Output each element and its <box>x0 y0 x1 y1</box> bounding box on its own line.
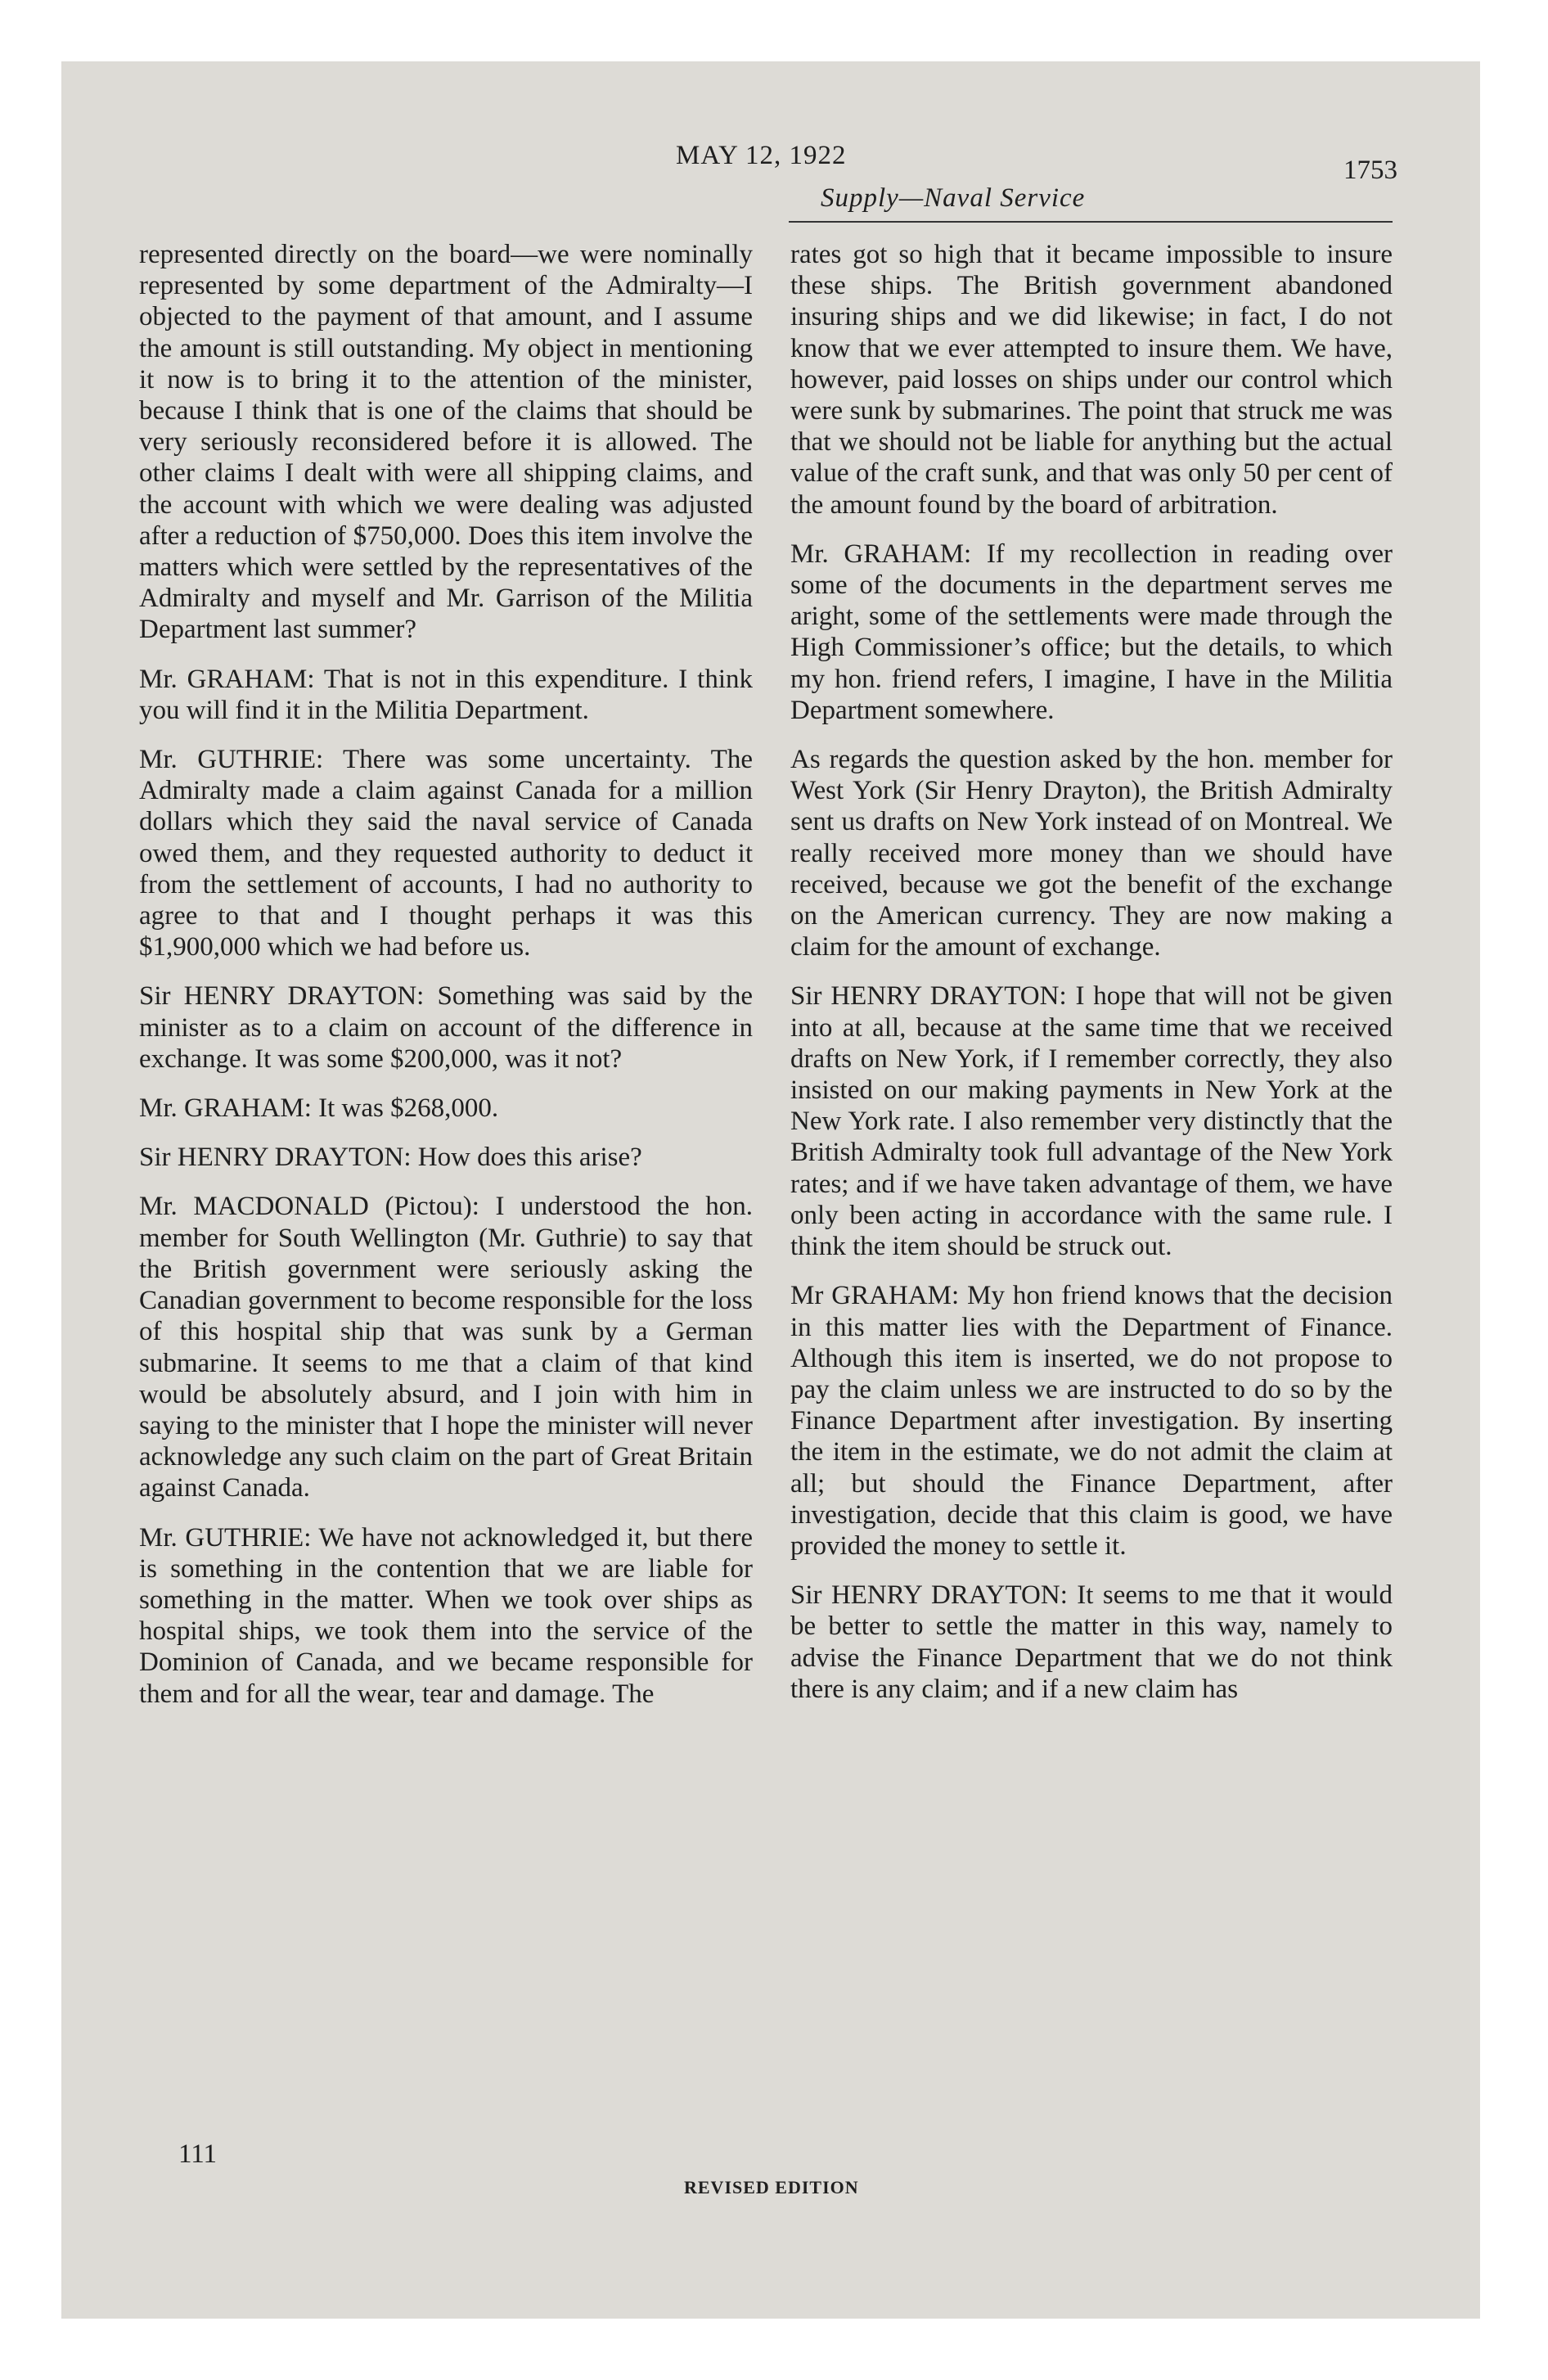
header-date: MAY 12, 1922 <box>676 141 847 170</box>
paragraph: Mr. GRAHAM: It was $268,000. <box>139 1093 499 1124</box>
paragraph: Mr. MACDONALD (Pictou): I understood the hon. member for South Wellington (Mr. Guthrie) to say that the British government were seriously asking the Canadian government to become responsible for the loss of this hospital ship that was sunk by a German submarine. It seems to me that a claim of that kind would be absolutely absurd, and I join with him in saying to the minister that I hope the minister will never acknowledge any such claim on the part of Great Britain against Canada. <box>139 1192 753 1503</box>
paragraph: rates got so high that it became impossible to insure these ships. The British government abandoned insuring ships and we did likewise; in fact, I do not know that we ever attempted to insure them. We have, however, paid losses on ships under our control which were sunk by submarines. The point that struck me was that we should not be liable for anything but the actual value of the craft sunk, and that was only 50 per cent of the amount found by the board of arbitration. <box>790 240 1393 520</box>
header-rule <box>789 221 1393 223</box>
paragraph: Mr. GUTHRIE: There was some uncertainty. The Admiralty made a claim against Canada for a million dollars which they said the naval service of Canada owed them, and they requested authority to deduct it from the settlement of accounts, I had no authority to agree to that and I thought perhaps it was this $1,900,000 which we had before us. <box>139 745 753 962</box>
edition-label: REVISED EDITION <box>684 2177 859 2197</box>
paragraph: Mr. GUTHRIE: We have not acknowledged it, but there is something in the contention that we are liable for something in the matter. When we took over ships as hospital ships, we took them into the service of the Dominion of Canada, and we became responsible for them and for all the wear, tear and damage. The <box>139 1522 753 1709</box>
left-column <box>139 239 753 1728</box>
paragraph: Sir HENRY DRAYTON: Something was said by the minister as to a claim on account of the difference in exchange. It was some $200,000, was it not? <box>139 981 753 1074</box>
page-number: 1753 <box>1343 156 1397 185</box>
paragraph: Mr. GRAHAM: If my recollection in reading over some of the documents in the department serves me aright, some of the settlements were made through the High Commissioner’s office; but the details, to which my hon. friend refers, I imagine, I have in the Militia Department somewhere. <box>790 539 1393 725</box>
signature-number: 111 <box>178 2139 218 2169</box>
header-section-title: Supply—Naval Service <box>821 183 1086 213</box>
paragraph: As regards the question asked by the hon. member for West York (Sir Henry Drayton), the British Admiralty sent us drafts on New York instead of on Montreal. We really received more money than we should have received, because we got the benefit of the exchange on the American currency. They are now making a claim for the amount of exchange. <box>790 745 1393 962</box>
paragraph: Sir HENRY DRAYTON: I hope that will not be given into at all, because at the same time that we received drafts on New York, if I remember correctly, they also insisted on our making payments in New York at the New York rate. I also remember very distinctly that the British Admiralty took full advantage of the New York rates; and if we have taken advantage of them, we have only been acting in accordance with the same rule. I think the item should be struck out. <box>790 981 1393 1262</box>
paragraph: Mr. GRAHAM: That is not in this expenditure. I think you will find it in the Militia Department. <box>139 664 753 725</box>
paragraph: Sir HENRY DRAYTON: It seems to me that it would be better to settle the matter in this way, namely to advise the Finance Department that we do not think there is any claim; and if a new claim has <box>790 1580 1393 1704</box>
paragraph: Sir HENRY DRAYTON: How does this arise? <box>139 1143 642 1173</box>
paragraph: represented directly on the board—we were nominally represented by some department of the Admiralty—I objected to the payment of that amount, and I assume the amount is still outstanding. My object in mentioning it now is to bring it to the attention of the minister, because I think that is one of the claims that should be very seriously reconsidered before it is allowed. The other claims I dealt with were all shipping claims, and the account with which we were dealing was adjusted after a reduction of $750,000. Does this item involve the matters which were settled by the representatives of the Admiralty and myself and Mr. Garrison of the Militia Department last summer? <box>139 240 753 645</box>
paragraph: Mr GRAHAM: My hon friend knows that the decision in this matter lies with the Department of Finance. Although this item is inserted, we do not propose to pay the claim unless we are instructed to do so by the Finance Department after investigation. By inserting the item in the estimate, we do not admit the claim at all; but should the Finance Department, after investigation, decide that this claim is good, we have provided the money to settle it. <box>790 1281 1393 1561</box>
right-column <box>790 239 1393 1723</box>
